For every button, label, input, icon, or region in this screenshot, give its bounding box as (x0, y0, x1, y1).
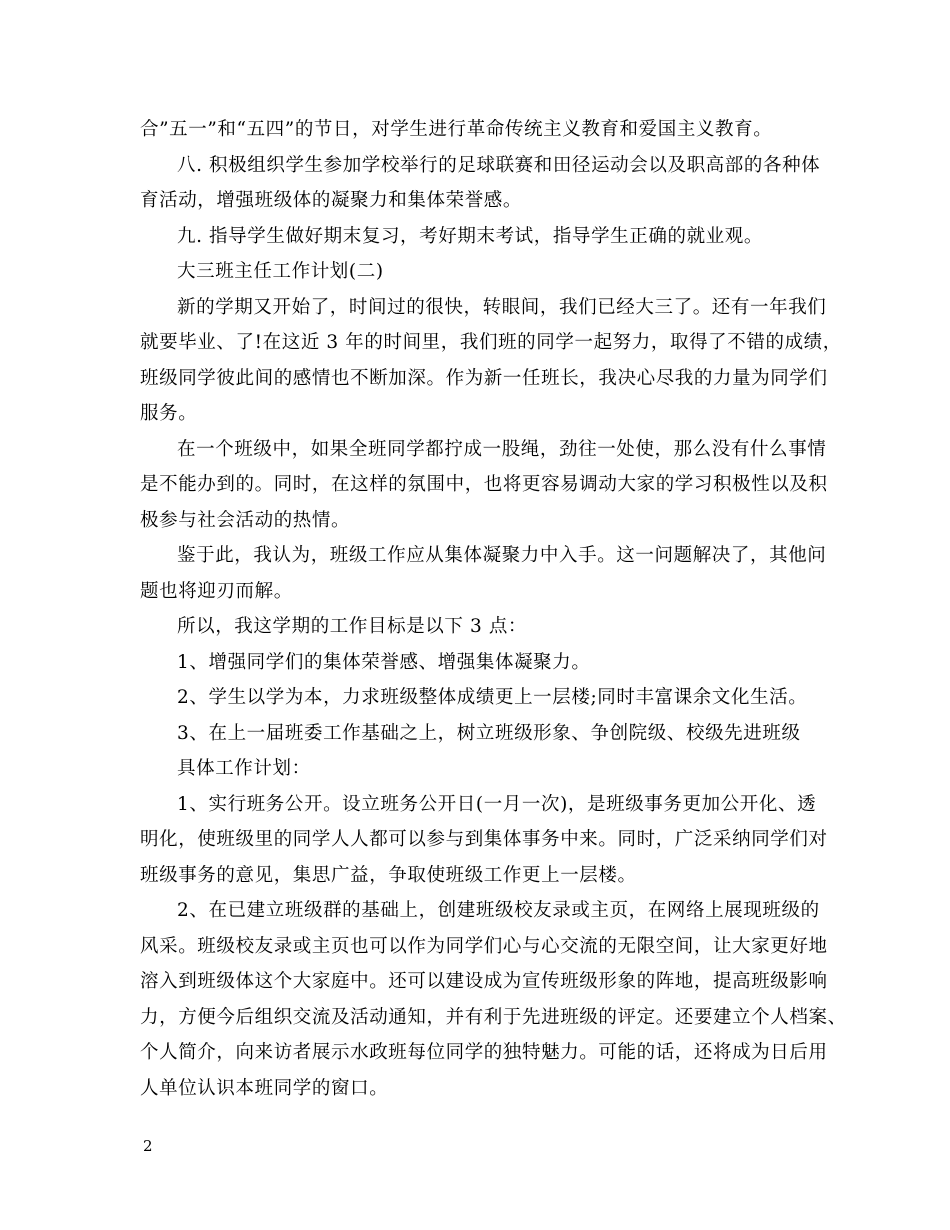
list-item: 1、增强同学们的集体荣誉感、增强集体凝聚力。 (177, 652, 591, 673)
paragraph-line: 人单位认识本班同学的窗口。 (140, 1078, 389, 1099)
paragraph-line: 2、在已建立班级群的基础上，创建班级校友录或主页，在网络上展现班级的 (177, 900, 820, 921)
paragraph-line: 题也将迎刃而解。 (140, 581, 293, 602)
list-item: 2、学生以学为本，力求班级整体成绩更上一层楼;同时丰富课余文化生活。 (177, 687, 808, 708)
paragraph-line: 所以，我这学期的工作目标是以下 3 点： (177, 616, 528, 637)
paragraph-line: 在一个班级中，如果全班同学都拧成一股绳，劲往一处使，那么没有什么事情 (177, 439, 827, 460)
paragraph-line: 1、实行班务公开。设立班务公开日(一月一次)，是班级事务更加公开化、透 (177, 794, 817, 815)
paragraph-line: 合”五一”和“五四”的节日，对学生进行革命传统主义教育和爱国主义教育。 (140, 119, 773, 140)
paragraph-line: 育活动，增强班级体的凝聚力和集体荣誉感。 (140, 190, 523, 211)
paragraph-line: 明化，使班级里的同学人人都可以参与到集体事务中来。同时，广泛采纳同学们对 (140, 829, 828, 850)
paragraph-line: 鉴于此，我认为，班级工作应从集体凝聚力中入手。这一问题解决了，其他问 (177, 545, 827, 566)
section-heading: 大三班主任工作计划(二) (177, 261, 384, 282)
paragraph-line: 服务。 (140, 403, 198, 424)
paragraph-line: 班级事务的意见，集思广益，争取使班级工作更上一层楼。 (140, 865, 637, 886)
paragraph-line: 九. 指导学生做好期末复习，考好期末考试，指导学生正确的就业观。 (177, 226, 763, 247)
paragraph-line: 极参与社会活动的热情。 (140, 510, 351, 531)
paragraph-line: 是不能办到的。同时，在这样的氛围中，也将更容易调动大家的学习积极性以及积 (140, 474, 828, 495)
paragraph-line: 班级同学彼此间的感情也不断加深。作为新一任班长，我决心尽我的力量为同学们 (140, 368, 828, 389)
paragraph-line: 新的学期又开始了，时间过的很快，转眼间，我们已经大三了。还有一年我们 (177, 297, 827, 318)
page-number: 2 (143, 1137, 153, 1155)
paragraph-line: 具体工作计划： (177, 758, 311, 779)
paragraph-line: 溶入到班级体这个大家庭中。还可以建设成为宣传班级形象的阵地，提高班级影响 (140, 971, 828, 992)
paragraph-line: 力，方便今后组织交流及活动通知，并有利于先进班级的评定。还要建立个人档案、 (140, 1007, 847, 1028)
paragraph-line: 八. 积极组织学生参加学校举行的足球联赛和田径运动会以及职高部的各种体 (177, 155, 821, 176)
paragraph-line: 个人简介，向来访者展示水政班每位同学的独特魅力。可能的话，还将成为日后用 (140, 1042, 828, 1063)
paragraph-line: 风采。班级校友录或主页也可以作为同学们心与心交流的无限空间，让大家更好地 (140, 936, 828, 957)
paragraph-line: 就要毕业、了!在这近 3 年的时间里，我们班的同学一起努力，取得了不错的成绩， (140, 332, 842, 353)
list-item: 3、在上一届班委工作基础之上，树立班级形象、争创院级、校级先进班级 (177, 723, 801, 744)
